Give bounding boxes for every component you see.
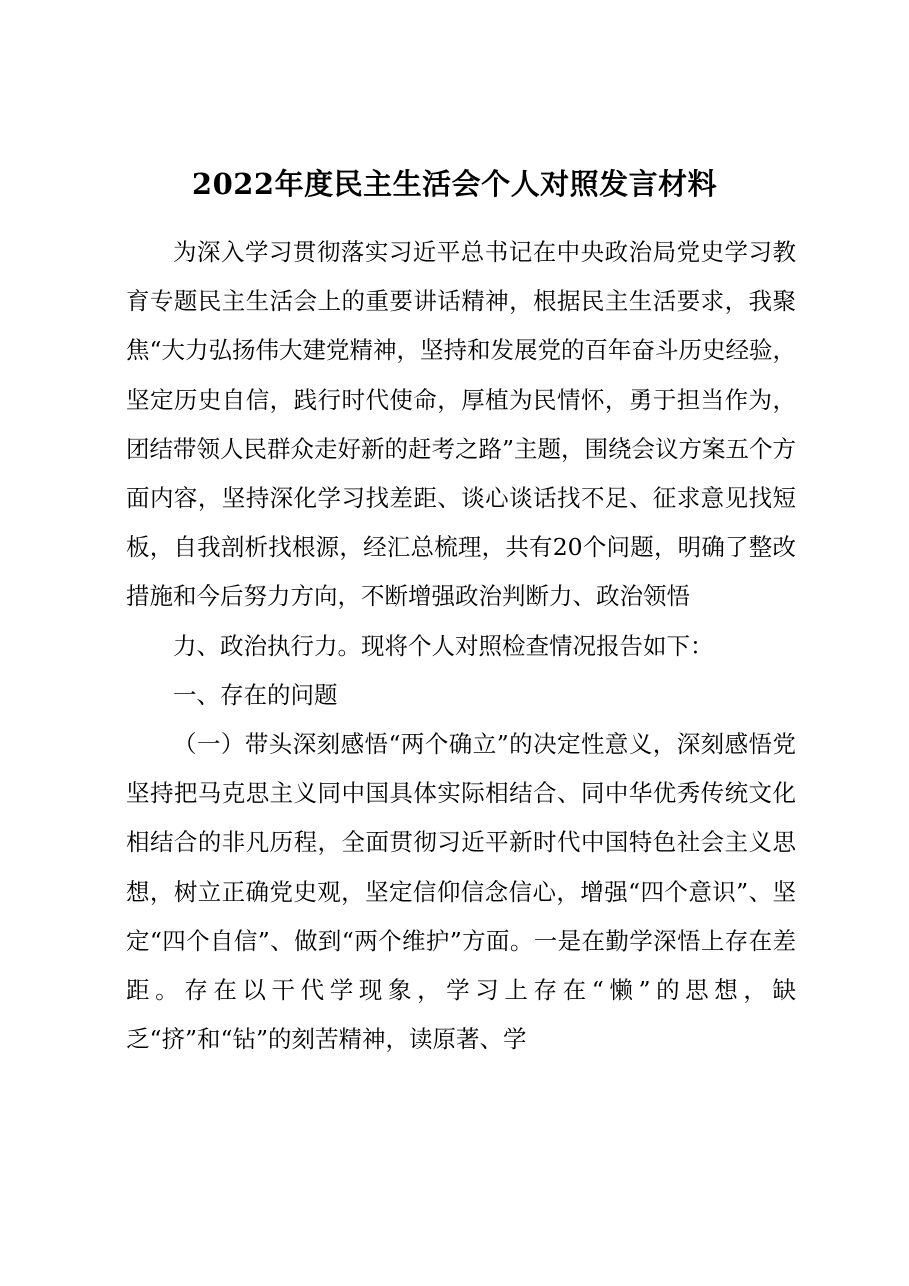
paragraph-intro-continued: 力、政治执行力。现将个人对照检查情况报告如下： <box>173 631 714 660</box>
paragraph-problem-one: （一）带头深刻感悟“两个确立”的决定性意义，深刻感悟党坚持把马克思主义同中国具体实际相结合、同中华优秀传统文化相结合的非凡历程，全面贯彻习近平新时代中国特色社会主义思想，树立正确党史观，坚定信仰信念信心，增强“四个意识”、坚定“四个自信”、做到“两个维护”方面。一是在勤学深悟上存在差距。存在以干代学现象，学习上存在“懒”的思想，缺乏“挤”和“钻”的刻苦精神，读原著、学 <box>126 730 796 1054</box>
paragraph-intro: 为深入学习贯彻落实习近平总书记在中央政治局党史学习教育专题民主生活会上的重要讲话精神，根据民主生活要求，我聚焦“大力弘扬伟大建党精神，坚持和发展党的百年奋斗历史经验，坚定历史自信，践行时代使命，厚植为民情怀，勇于担当作为，团结带领人民群众走好新的赶考之路”主题，围绕会议方案五个方面内容，坚持深化学习找差距、谈心谈话找不足、征求意见找短板，自我剖析找根源，经汇总梳理，共有20个问题，明确了整改措施和今后努力方向，不断增强政治判断力、政治领悟 <box>126 238 797 611</box>
section-heading-problems: 一、存在的问题 <box>173 680 338 709</box>
document-title: 2022年度民主生活会个人对照发言材料 <box>191 167 718 201</box>
document-body <box>126 228 796 1064</box>
